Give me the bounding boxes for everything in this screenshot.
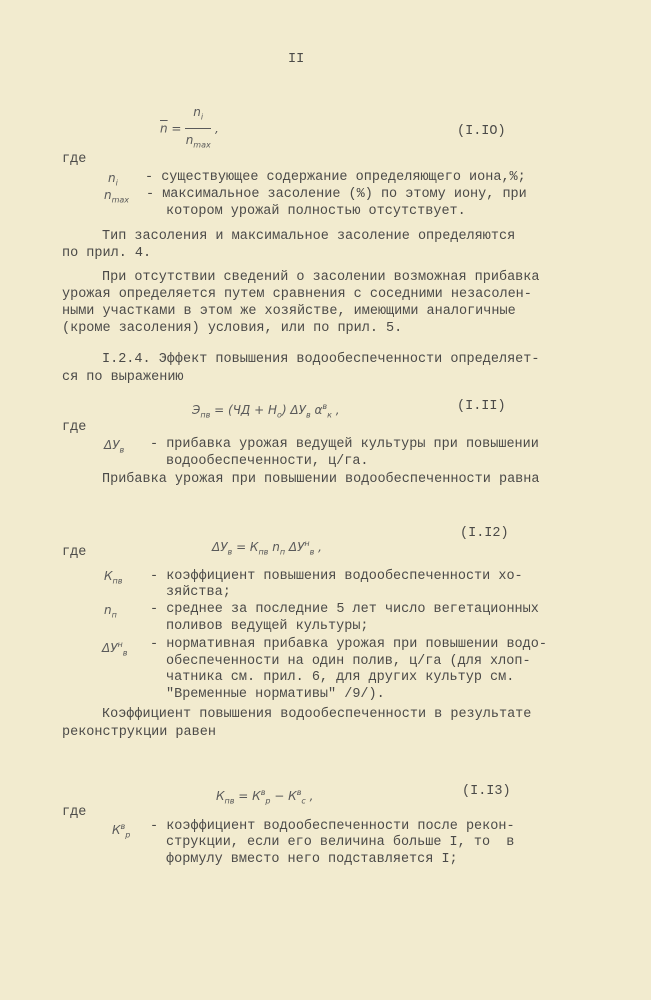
fraction — [185, 103, 211, 155]
paragraph-line: реконструкции равен — [62, 725, 216, 740]
symbol: n — [104, 603, 112, 617]
symbol: n — [108, 171, 116, 185]
sub: п — [279, 547, 286, 557]
formula-1-10: $\overline{n}$ = $\frac{n_i}{n_{max}}$ , — [160, 103, 219, 155]
term: = К — [232, 540, 259, 554]
definition-cont: зяйства; — [166, 585, 231, 600]
symbol-sub: пв — [112, 576, 123, 586]
sup: в — [260, 788, 266, 797]
definition-cont: чатника см. прил. 6, для других культур см. — [166, 670, 515, 685]
sup: н — [304, 539, 310, 548]
equation-label-1-12: (I.I2) — [460, 526, 509, 541]
sub: o — [277, 410, 282, 420]
paragraph-line: Прибавка урожая при повышении водообеспеченности равна — [102, 472, 540, 487]
sub: с — [301, 796, 306, 806]
sub: р — [265, 796, 271, 806]
symbol-sub: в — [122, 648, 128, 658]
term: , — [305, 789, 314, 803]
paragraph-line: Коэффициент повышения водообеспеченности в результате — [102, 707, 532, 722]
sub: пв — [224, 796, 235, 806]
term: ) ΔУ — [281, 403, 306, 417]
definition-nmax: - максимальное засоление (%) по этому иону, при — [146, 187, 527, 202]
numerator-sub: i — [200, 112, 204, 122]
definition-knv: - коэффициент повышения водообеспеченности хо- — [150, 569, 523, 584]
term: α — [310, 403, 323, 417]
term: , — [331, 403, 340, 417]
definition-cont: водообеспеченности, ц/га. — [166, 454, 369, 469]
paragraph-line: урожая определяется путем сравнения с соседними незасолен- — [62, 287, 532, 302]
sub: в — [227, 547, 233, 557]
definition-cont: формулу вместо него подставляется I; — [166, 852, 458, 867]
term: Э — [192, 403, 201, 417]
formula-lhs: $\overline{n}$ — [160, 121, 168, 136]
paragraph-line: ся по выражению — [62, 370, 184, 385]
term: n — [268, 540, 280, 554]
sub: к — [327, 410, 332, 420]
definition-nmax-cont: котором урожай полностью отсутствует. — [166, 204, 466, 219]
definition-kp: - коэффициент водообеспеченности после рекон- — [150, 819, 515, 834]
symbol-knv — [104, 567, 122, 590]
paragraph-line: (кроме засоления) условия, или по прил. 5. — [62, 321, 403, 336]
definition-cont: "Временные нормативы" /9/). — [166, 687, 385, 702]
definition-nn: - среднее за последние 5 лет число вегетационных — [150, 602, 539, 617]
term: , — [314, 540, 322, 554]
numerator: n — [193, 105, 201, 119]
term: = К — [234, 789, 261, 803]
symbol-sub: i — [115, 178, 118, 188]
term: − К — [270, 789, 297, 803]
equation-label-1-13: (I.I3) — [462, 784, 511, 799]
paragraph-line: При отсутствии сведений о засолении возможная прибавка — [102, 270, 540, 285]
term: ΔУ — [212, 540, 228, 554]
symbol-sub: в — [119, 445, 125, 455]
equation-label-1-11: (I.II) — [457, 399, 506, 414]
symbol-sub: max — [111, 195, 130, 205]
symbol-sup: в — [120, 822, 126, 831]
sup: в — [296, 788, 302, 797]
where-label: где — [62, 152, 87, 167]
page-number: II — [288, 52, 305, 67]
definition-cont: поливов ведущей культуры; — [166, 619, 369, 634]
symbol: К — [104, 569, 113, 583]
symbol-sup: н — [117, 640, 123, 649]
formula-1-11 — [192, 398, 340, 424]
symbol-nn — [104, 601, 117, 624]
symbol-sub: п — [111, 610, 117, 620]
term: = (ЧД + Н — [210, 403, 278, 417]
definition-delta-yv: - прибавка урожая ведущей культуры при повышении — [150, 437, 539, 452]
definition-ni: - существующее содержание определяющего иона,%; — [145, 170, 526, 185]
formula-1-13 — [216, 784, 313, 810]
definition-delta-yvn: - нормативная прибавка урожая при повышении водо- — [150, 637, 547, 652]
sub: в — [305, 410, 311, 420]
term: ΔУ — [285, 540, 305, 554]
paragraph-line: ными участками в этом же хозяйстве, имеющими аналогичные — [62, 304, 516, 319]
sub: в — [309, 547, 315, 557]
formula-1-12 — [212, 535, 322, 561]
sub: пв — [200, 410, 211, 420]
formula-comma: , — [214, 121, 219, 136]
denominator: n — [185, 133, 194, 148]
symbol: К — [112, 823, 121, 837]
symbol-delta-yvn — [102, 636, 127, 662]
symbol: ΔУ — [104, 438, 120, 452]
sub: пв — [258, 547, 269, 557]
paragraph-line: по прил. 4. — [62, 246, 152, 261]
sup: в — [322, 402, 328, 411]
equation-label-1-10: (I.IO) — [457, 124, 506, 139]
section-heading-line: I.2.4. Эффект повышения водообеспеченности определяет- — [102, 352, 540, 367]
symbol-delta-yv — [104, 436, 124, 459]
where-label: где — [62, 805, 87, 820]
term: К — [216, 789, 225, 803]
symbol-sub: р — [125, 830, 131, 840]
symbol-kp — [112, 818, 130, 844]
paragraph-line: Тип засоления и максимальное засоление определяются — [102, 229, 516, 244]
symbol: n — [104, 188, 112, 202]
definition-cont: обеспеченности на один полив, ц/га (для хлоп- — [166, 654, 531, 669]
definition-cont: струкции, если его величина больше I, то в — [166, 835, 515, 850]
denominator-sub: max — [193, 140, 211, 150]
symbol-nmax — [104, 186, 129, 209]
where-label: где — [62, 545, 87, 560]
symbol: ΔУ — [102, 641, 118, 655]
where-label: где — [62, 420, 87, 435]
